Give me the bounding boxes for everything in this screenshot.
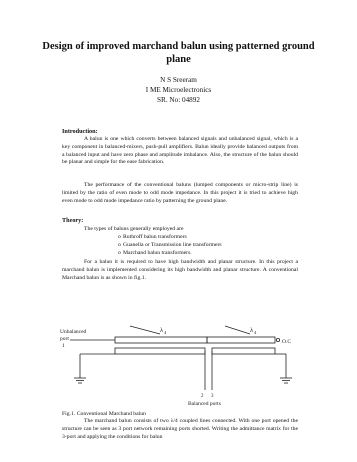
theory-heading: Theory: — [62, 217, 84, 224]
figure-caption: Fig.1. Conventional Marchand balun — [62, 411, 146, 417]
author-block — [60, 75, 297, 105]
author-program: I ME Microelectronics — [145, 86, 212, 94]
port-3-label: 3 — [211, 394, 214, 399]
closing-text: The marchand balun consists of two λ/4 coupled lines connected. With one port opened the structure can be seen as 3 port network remaining ports shorted. Writing the admittance matrix for the 3-port and applying the conditions for balun — [62, 418, 298, 440]
balun-types-list — [118, 234, 222, 257]
introduction-p1-text: A balun is one which converts between balanced signals and unbalanced signal, which is a key component in balanced-mixers, push-pull amplifiers. Balun ideally provide balanced outputs from a balanced input and have zero phase and amplitude imbalance. Also, the structure of the balun should be planar and simple for the ease fabrication. — [62, 136, 298, 166]
port-label: port — [60, 336, 69, 342]
introduction-heading: Introduction: — [62, 128, 98, 135]
list-bullet: o — [118, 241, 121, 248]
author-name: N S Sreeram — [160, 76, 197, 84]
open-circuit-node — [276, 338, 279, 341]
list-bullet: o — [118, 234, 121, 240]
coupled-line-1-bottom — [115, 348, 205, 354]
theory-intro — [62, 226, 298, 234]
port-1-label: 1 — [62, 343, 65, 349]
lambda-label-2: $\lambda_4$ — [250, 327, 257, 335]
lambda-label-1: $\lambda_4$ — [160, 327, 167, 335]
introduction-paragraph-2 — [62, 182, 298, 205]
theory-p2-text: For a balun it is required to have high bandwidth and planar structure. In this project a marchand balun is implemented considering its high bandwidth and planar structure. A conventional Marchand balun is as shown in fig.1. — [62, 259, 298, 281]
paper-title: Design of improved marchand balun using patterned ground plane — [42, 41, 315, 65]
unbalanced-port-label: Unbalanced — [60, 329, 87, 335]
open-circuit-label: O.C — [282, 339, 292, 345]
list-item: o Marchand balun transformers. — [118, 249, 192, 256]
theory-paragraph-2 — [62, 259, 298, 282]
theory-intro-text: The types of baluns generally employed are — [84, 226, 184, 232]
coupled-line-2-top — [207, 337, 275, 343]
balanced-ports-label: Balanced ports — [188, 401, 221, 407]
coupled-line-1-top — [115, 337, 207, 343]
marchand-balun-figure — [60, 318, 300, 410]
author-sr-no: SR. No: 04892 — [157, 96, 200, 104]
closing-paragraph — [62, 418, 298, 441]
introduction-paragraph-1 — [62, 136, 298, 167]
list-item: o Guanella or Transmission line transformers — [118, 241, 222, 248]
introduction-p2-text: The performance of the conventional baluns (lumped components or micro-strip line) is limited by the ratio of even mode to odd mode impedance. In this project it is tried to achieve high even mode to odd mode impedance ratio by patterning the ground plane. — [62, 182, 298, 204]
port-2-label: 2 — [201, 394, 204, 399]
list-bullet: o — [118, 249, 121, 256]
coupled-line-2-bottom — [212, 348, 275, 354]
list-item: o Ruthroff balun transformers — [118, 234, 187, 240]
balun-schematic — [60, 318, 300, 410]
